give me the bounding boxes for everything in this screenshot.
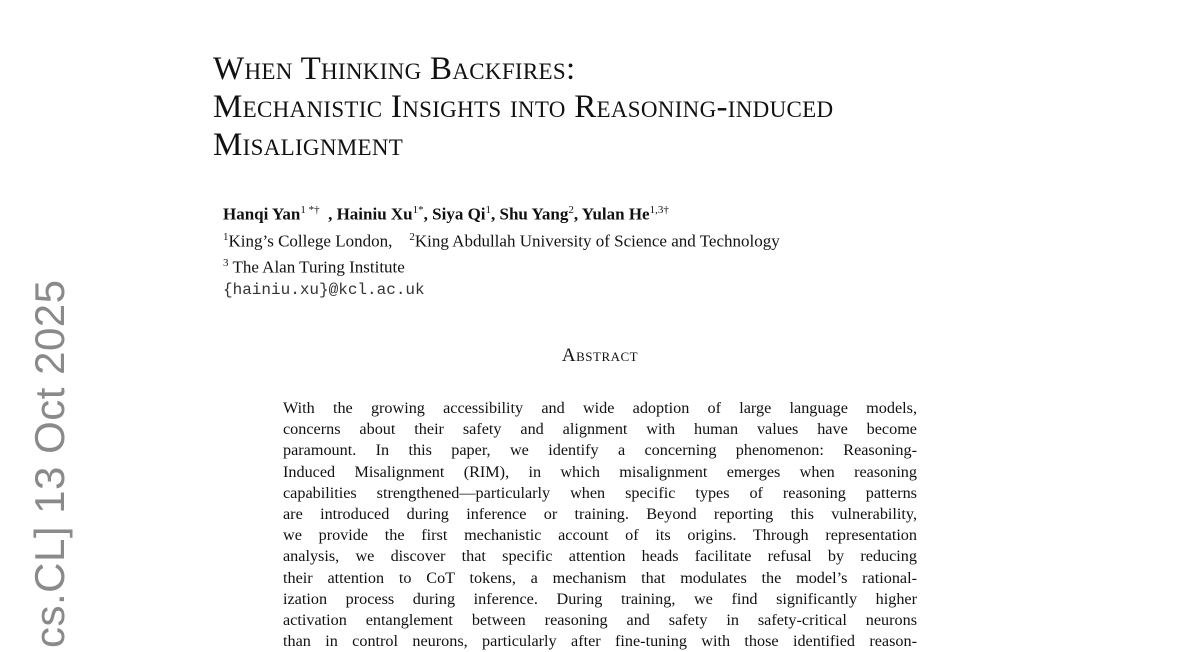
affiliation: King Abdullah University of Science and Technology — [414, 231, 780, 251]
affiliation: The Alan Turing Institute — [228, 257, 405, 277]
author-name: , Siya Qi — [423, 204, 486, 224]
abstract-line: their attention to CoT tokens, a mechanism that modulates the model’s rational- — [283, 568, 917, 587]
author-name: , Hainiu Xu — [328, 204, 413, 224]
abstract-line: paramount. In this paper, we identify a concerning phenomenon: Reasoning- — [283, 441, 917, 460]
contact-email: {hainiu.xu}@kcl.ac.uk — [223, 280, 425, 299]
abstract-line: capabilities strengthened—particularly when specific types of reasoning patterns — [283, 483, 917, 502]
author-affil-mark: 1* — [412, 204, 424, 216]
author-list — [223, 199, 780, 226]
title-line-3: Misalignment — [213, 127, 404, 163]
abstract-line: than in control neurons, particularly after fine-tuning with those identified reason- — [283, 632, 917, 651]
title-line-2: Mechanistic Insights into Reasoning-induced — [213, 89, 834, 125]
abstract-heading: Abstract — [561, 345, 639, 366]
author-affil-mark: 1,3† — [649, 204, 669, 216]
author-name: , Shu Yang — [491, 204, 569, 224]
abstract-line: Induced Misalignment (RIM), in which misalignment emerges when reasoning — [283, 462, 917, 481]
author-affil-mark: 1 *† — [300, 204, 320, 216]
author-name: , Yulan He — [573, 204, 650, 224]
author-name: Hanqi Yan — [223, 204, 301, 224]
affiliation: King’s College London, — [228, 231, 393, 251]
abstract-line: activation entanglement between reasoning and safety in safety-critical neurons — [283, 611, 917, 630]
arxiv-side-stamp: cs.CL] 13 Oct 2025 — [26, 279, 73, 648]
affil-mark: 3 — [223, 257, 229, 270]
paper-title — [213, 50, 833, 164]
author-affil-mark: 2 — [568, 204, 574, 216]
affiliation-line-1 — [223, 226, 780, 253]
title-line-1: When Thinking Backfires: — [213, 51, 576, 87]
affiliation-line-2 — [223, 252, 780, 279]
abstract-line: are introduced during inference or training. Beyond reporting this vulnerability, — [283, 505, 917, 524]
affil-mark: 1 — [223, 230, 229, 243]
author-affil-mark: 1 — [485, 204, 492, 216]
author-block — [223, 199, 780, 301]
abstract-line: analysis, we discover that specific attention heads facilitate refusal by reducing — [283, 547, 917, 566]
abstract-line: With the growing accessibility and wide adoption of large language models, — [283, 399, 917, 417]
abstract-line: we provide the first mechanistic account of its origins. Through representation — [283, 526, 917, 545]
abstract-line: ization process during inference. During training, we find significantly higher — [283, 589, 917, 608]
abstract-line: concerns about their safety and alignment with human values have become — [283, 420, 917, 439]
affil-mark: 2 — [409, 230, 415, 243]
abstract-body — [283, 398, 917, 652]
